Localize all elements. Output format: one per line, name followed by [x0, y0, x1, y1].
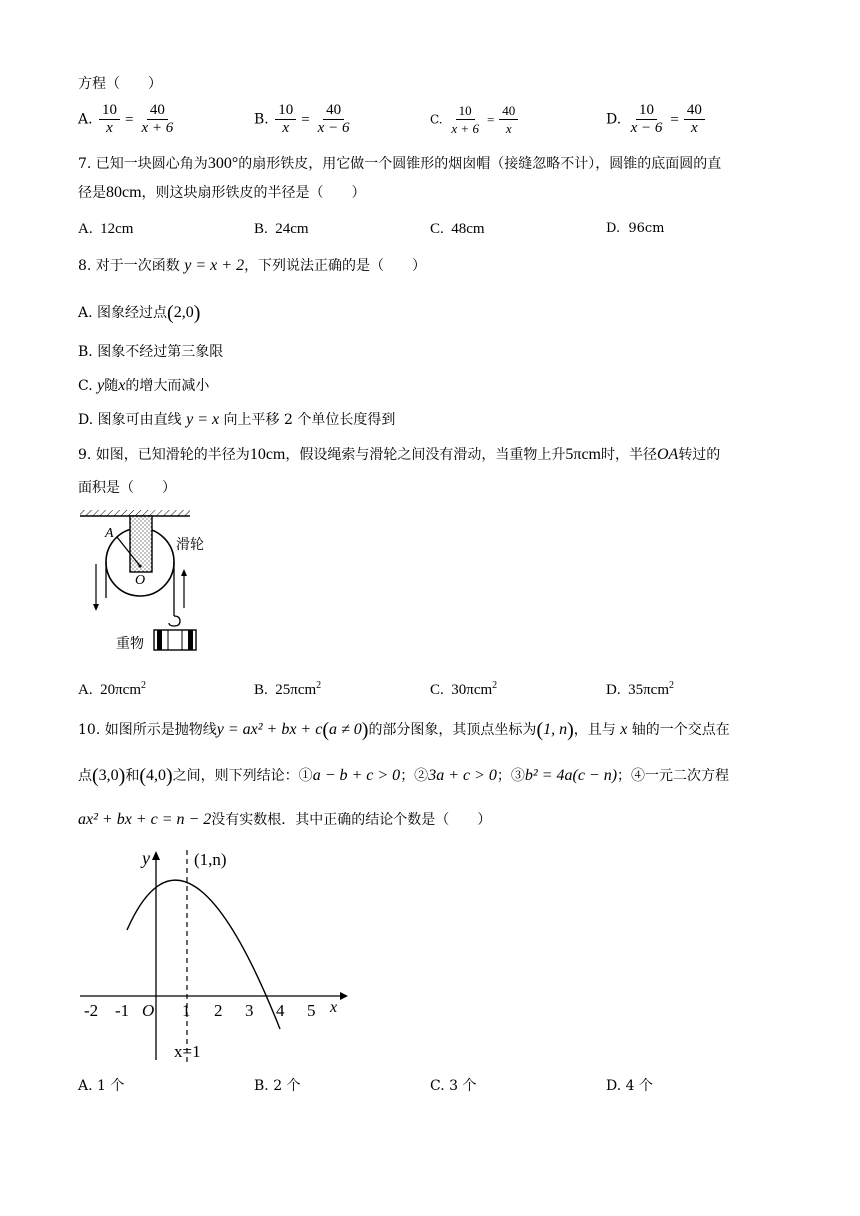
- tick-1: 1: [182, 1001, 191, 1020]
- q7-stem-line2: 径是80cm，则这块扇形铁皮的半径是（ ）: [78, 184, 366, 201]
- tick-4: 4: [276, 1001, 285, 1020]
- option-label: D.: [606, 111, 622, 128]
- rise-value: 5πcm: [565, 446, 601, 463]
- q7-option-a[interactable]: A. 12cm: [78, 221, 134, 237]
- q9-stem-line2: 面积是（ ）: [78, 480, 176, 496]
- q10-option-a[interactable]: A. 1 个: [78, 1078, 125, 1094]
- weight-block: [154, 630, 196, 650]
- q8-option-b[interactable]: B. 图象不经过第三象限: [78, 344, 224, 360]
- q10-stem-line1: 10. 如图所示是抛物线y = ax² + bx + c(a ≠ 0)的部分图象，其顶点坐标为(1, n)，且与 x 轴的一个交点在: [78, 719, 730, 741]
- q7-option-b[interactable]: B. 24cm: [254, 221, 309, 237]
- y-axis: [152, 851, 160, 1060]
- label-o: O: [135, 573, 146, 588]
- q6-tail: 方程（ ）: [78, 76, 162, 92]
- tick-labels: [84, 1001, 316, 1020]
- q6-option-c[interactable]: C. $\frac{10}{x + 6}$ = $\frac{40}{x}$: [430, 102, 520, 137]
- q10-stem-line2: 点(3,0)和(4,0)之间，则下列结论：①a − b + c > 0；②3a + c > 0；③b² = 4a(c − n)；④一元二次方程: [78, 765, 730, 787]
- q7-option-c[interactable]: C. 48cm: [430, 221, 485, 237]
- q10-stem-line3: ax² + bx + c = n − 2没有实数根．其中正确的结论个数是（ ）: [78, 811, 492, 828]
- label-pulley: 滑轮: [176, 537, 204, 553]
- x-label: x: [330, 999, 338, 1016]
- diameter-value: 80cm: [106, 184, 142, 201]
- hook: [169, 616, 180, 626]
- fraction-left: $\frac{10}{x}$: [275, 102, 296, 137]
- q9-stem-line1: 9. 如图，已知滑轮的半径为10cm，假设绳索与滑轮之间没有滑动，当重物上升5πcm时，半径OA转过的: [78, 446, 721, 463]
- q9-option-d[interactable]: D. 35πcm$^2$: [606, 680, 674, 698]
- fraction-right: $\frac{40}{x - 6}$: [317, 102, 350, 136]
- axis-label: x=1: [174, 1042, 201, 1061]
- line-equation: y = x: [186, 411, 220, 428]
- option-label: A.: [78, 111, 93, 128]
- function-expression: y = x + 2: [184, 257, 245, 274]
- x-axis: [80, 992, 348, 1000]
- label-a: A: [105, 526, 114, 541]
- vertex-label: (1,n): [194, 850, 227, 869]
- fraction-left: $\frac{10}{x - 6}$: [630, 102, 663, 136]
- fraction-right: $\frac{40}{x + 6}$: [141, 102, 174, 136]
- q10-option-c[interactable]: C. 3 个: [430, 1078, 477, 1094]
- fraction-left: $\frac{10}{x}$: [99, 102, 120, 137]
- conclusion-4: ax² + bx + c = n − 2: [78, 811, 212, 828]
- conclusion-2: 3a + c > 0: [428, 767, 497, 784]
- radius-oa: OA: [656, 446, 679, 463]
- q10-option-d[interactable]: D. 4 个: [606, 1078, 653, 1094]
- q8-option-a[interactable]: A. 图象经过点(2,0): [78, 302, 201, 324]
- q9-option-a[interactable]: A. 20πcm$^2$: [78, 680, 146, 698]
- y-label: y: [142, 848, 150, 868]
- label-weight: 重物: [116, 636, 144, 652]
- radius-value: 10cm: [249, 446, 286, 463]
- q7-option-d[interactable]: D. 96cm: [606, 221, 665, 236]
- q8-option-c[interactable]: C. y随x的增大而减小: [78, 377, 210, 394]
- conclusion-1: a − b + c > 0: [312, 767, 401, 784]
- down-arrow: [93, 564, 99, 611]
- conclusion-3: b² = 4a(c − n): [524, 767, 618, 784]
- origin-label: O: [142, 1001, 155, 1020]
- q6-option-d[interactable]: D. $\frac{10}{x - 6}$ = $\frac{40}{x}$: [606, 102, 707, 137]
- q9-option-c[interactable]: C. 30πcm$^2$: [430, 680, 498, 698]
- angle-value: 300°: [207, 155, 239, 172]
- up-arrow: [181, 569, 187, 608]
- ceiling: [80, 510, 190, 516]
- center-o: [138, 564, 141, 567]
- q6-option-b[interactable]: B. $\frac{10}{x}$ = $\frac{40}{x - 6}$: [254, 102, 354, 137]
- option-label: B.: [254, 111, 269, 128]
- vertex: 1, n: [543, 721, 568, 738]
- q8-stem: 8. 对于一次函数 y = x + 2，下列说法正确的是（ ）: [78, 257, 427, 274]
- q8-option-d[interactable]: D. 图象可由直线 y = x 向上平移 2 个单位长度得到: [78, 411, 396, 428]
- pulley-mount: [130, 516, 152, 572]
- q9-option-b[interactable]: B. 25πcm$^2$: [254, 680, 322, 698]
- pulley-figure: [74, 506, 224, 656]
- q10-option-b[interactable]: B. 2 个: [254, 1078, 301, 1094]
- tick-neg2: -2: [84, 1001, 99, 1020]
- tick-2: 2: [214, 1001, 223, 1020]
- fraction-left: $\frac{10}{x + 6}$: [451, 103, 479, 136]
- tick-3: 3: [245, 1001, 254, 1020]
- q7-stem-line1: 7. 已知一块圆心角为300°的扇形铁皮，用它做一个圆锥形的烟囱帽（接缝忽略不计），圆锥的底面圆的直: [78, 155, 722, 172]
- fraction-right: $\frac{40}{x}$: [499, 102, 518, 137]
- tick-neg1: -1: [115, 1001, 130, 1020]
- condition: a ≠ 0: [328, 721, 362, 738]
- parabola-graph: [74, 846, 354, 1068]
- q6-option-a[interactable]: A. $\frac{10}{x}$ = $\frac{40}{x + 6}$: [78, 102, 178, 137]
- point-coordinates: 2,0: [173, 304, 194, 321]
- option-label: C.: [430, 112, 443, 127]
- fraction-right: $\frac{40}{x}$: [684, 102, 705, 137]
- parabola-equation: y = ax² + bx + c: [216, 721, 323, 738]
- tick-5: 5: [307, 1001, 316, 1020]
